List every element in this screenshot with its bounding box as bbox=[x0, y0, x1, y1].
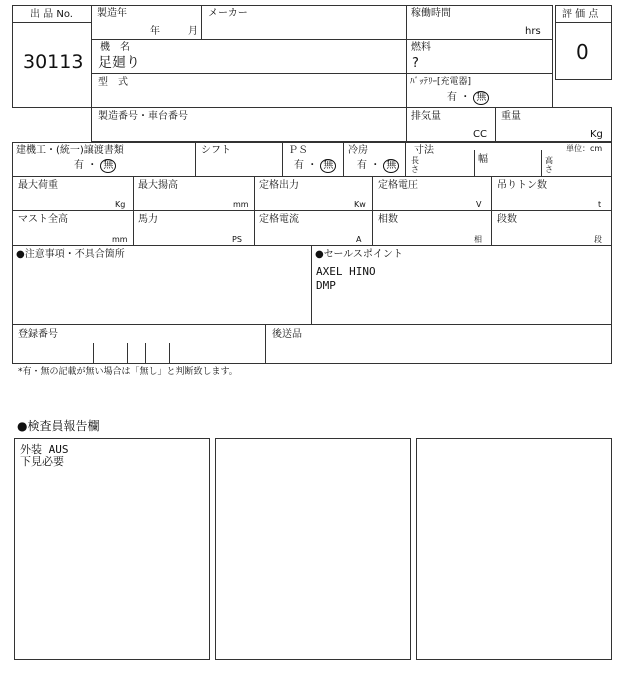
yes-text: 有 bbox=[357, 160, 367, 171]
dimensions-unit: 単位：cm bbox=[566, 144, 603, 153]
model-label: 機 名 bbox=[100, 42, 130, 53]
model-value: 足廻り bbox=[98, 55, 140, 71]
exhibit-no-value: 30113 bbox=[23, 51, 84, 73]
ac-choice bbox=[357, 159, 399, 173]
yes-text: 有 bbox=[74, 160, 84, 171]
registration-label: 登録番号 bbox=[18, 329, 58, 340]
no-circled: 無 bbox=[383, 159, 399, 173]
rated-voltage-unit: V bbox=[476, 200, 482, 209]
serial-label: 製造番号・車台番号 bbox=[98, 111, 188, 122]
dot-text: ・ bbox=[87, 160, 98, 171]
ps-label: ＰＳ bbox=[288, 145, 308, 156]
rated-current-label: 定格電流 bbox=[259, 214, 299, 225]
dot-text: ・ bbox=[307, 160, 318, 171]
defects-label: ●注意事項・不具合箇所 bbox=[16, 249, 125, 260]
shift-label: シフト bbox=[201, 145, 231, 156]
type-label: 型 式 bbox=[98, 77, 128, 88]
no-circled: 無 bbox=[320, 159, 336, 173]
inspector-box-1 bbox=[14, 438, 210, 660]
steps-label: 段数 bbox=[497, 214, 517, 225]
rated-output-unit: Kw bbox=[354, 200, 366, 209]
horsepower-label: 馬力 bbox=[138, 214, 158, 225]
reg-divider-3 bbox=[145, 343, 146, 364]
hoist-ton-label: 吊りトン数 bbox=[497, 180, 547, 191]
sales-line-1: AXEL HINO bbox=[316, 265, 376, 278]
year-unit-m: 月 bbox=[188, 26, 198, 37]
rated-voltage-label: 定格電圧 bbox=[378, 180, 418, 191]
type-cell bbox=[91, 73, 407, 108]
weight-unit: Kg bbox=[590, 129, 603, 140]
later-items-cell bbox=[265, 324, 612, 364]
battery-label: ﾊﾞｯﾃﾘｰ[充電器] bbox=[410, 77, 472, 87]
displacement-label: 排気量 bbox=[411, 111, 441, 122]
height-label: 高 さ bbox=[545, 156, 553, 174]
year-label: 製造年 bbox=[97, 8, 127, 19]
mast-height-label: マスト全高 bbox=[18, 214, 68, 225]
fuel-label: 燃料 bbox=[411, 42, 431, 53]
score-label: 評 価 点 bbox=[562, 9, 599, 20]
steps-unit: 段 bbox=[594, 235, 602, 244]
displacement-unit: CC bbox=[473, 129, 487, 140]
dim-divider-1 bbox=[474, 150, 475, 177]
exhibit-no-label: 出 品 No. bbox=[30, 9, 73, 20]
max-lift-unit: mm bbox=[233, 200, 249, 209]
ac-label: 冷房 bbox=[348, 145, 368, 156]
inspector-note-1: 外装 AUS bbox=[20, 443, 69, 456]
hours-label: 稼働時間 bbox=[411, 8, 451, 19]
mast-height-unit: mm bbox=[112, 235, 128, 244]
yes-text: 有 bbox=[294, 160, 304, 171]
no-circled: 無 bbox=[473, 91, 489, 105]
inspector-note-2: 下見必要 bbox=[20, 455, 64, 468]
yes-text: 有 bbox=[447, 92, 457, 103]
rated-current-unit: A bbox=[356, 235, 362, 244]
weight-label: 重量 bbox=[501, 111, 521, 122]
fuel-value: ? bbox=[412, 56, 419, 71]
width-label: 幅 bbox=[478, 154, 488, 165]
later-items-label: 後送品 bbox=[272, 329, 302, 340]
max-load-label: 最大荷重 bbox=[18, 180, 58, 191]
reg-divider-1 bbox=[93, 343, 94, 364]
phase-label: 相数 bbox=[378, 214, 398, 225]
inspector-heading: ●検査員報告欄 bbox=[17, 419, 100, 433]
max-lift-label: 最大揚高 bbox=[138, 180, 178, 191]
dim-divider-2 bbox=[541, 150, 542, 177]
transfer-choice bbox=[74, 159, 116, 173]
dot-text: ・ bbox=[370, 160, 381, 171]
reg-divider-2 bbox=[127, 343, 128, 364]
reg-divider-4 bbox=[169, 343, 170, 364]
phase-unit: 相 bbox=[474, 235, 482, 244]
sales-line-2: DMP bbox=[316, 279, 336, 292]
dimensions-label: 寸法 bbox=[414, 145, 434, 156]
ps-choice bbox=[294, 159, 336, 173]
score-value: 0 bbox=[576, 40, 589, 64]
length-label: 長 さ bbox=[411, 156, 419, 174]
hours-unit: hrs bbox=[525, 26, 541, 37]
inspector-box-2 bbox=[215, 438, 411, 660]
maker-label: メーカー bbox=[208, 8, 248, 19]
horsepower-unit: PS bbox=[232, 235, 242, 244]
footnote: *有・無の記載が無い場合は「無し」と判断致します。 bbox=[18, 367, 238, 377]
no-circled: 無 bbox=[100, 159, 116, 173]
max-load-unit: Kg bbox=[115, 200, 126, 209]
sales-points-label: ●セールスポイント bbox=[315, 249, 403, 260]
year-unit-y: 年 bbox=[150, 26, 160, 37]
rated-output-label: 定格出力 bbox=[259, 180, 299, 191]
transfer-label: 建機工・(統一)譲渡書類 bbox=[16, 145, 124, 156]
dot-text: ・ bbox=[460, 92, 471, 103]
inspector-box-3 bbox=[416, 438, 612, 660]
battery-choice bbox=[447, 91, 489, 105]
hoist-ton-unit: t bbox=[598, 200, 602, 209]
